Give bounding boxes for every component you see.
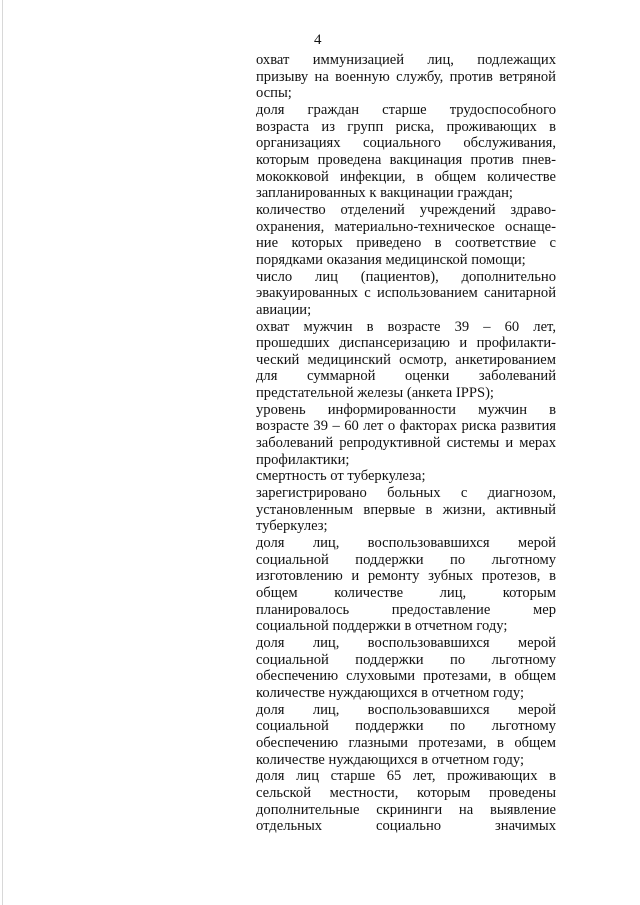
text-line: социальной поддержки по льготному xyxy=(256,718,556,735)
text-line: организациях социального обслуживания, xyxy=(256,135,556,152)
text-line: доля лиц старше 65 лет, проживающих в xyxy=(256,768,556,785)
text-line: уровень информированности мужчин в xyxy=(256,401,556,418)
paragraph xyxy=(256,269,556,319)
text-line: дополнительные скрининги на выявление xyxy=(256,801,556,818)
text-line: изготовлению и ремонту зубных протезов, в xyxy=(256,568,556,585)
paragraph xyxy=(256,319,556,402)
text-line: количестве нуждающихся в отчетном году; xyxy=(256,684,525,701)
text-line: обеспечению глазными протезами, в общем xyxy=(256,734,556,751)
text-line: возрасте 39 – 60 лет о факторах риска развития xyxy=(256,418,556,435)
text-line: количестве нуждающихся в отчетном году; xyxy=(256,751,525,768)
text-line: возраста из групп риска, проживающих в xyxy=(256,118,556,135)
paragraph xyxy=(256,52,556,102)
text-line: для суммарной оценки заболеваний xyxy=(256,368,556,385)
paragraph xyxy=(256,402,556,469)
paragraph xyxy=(256,468,556,485)
text-line: профилактики; xyxy=(256,451,350,468)
text-line: которым проведена вакцинация против пнев- xyxy=(256,151,556,168)
text-line: социальной поддержки в отчетном году; xyxy=(256,618,508,635)
text-line: отдельных социально значимых xyxy=(256,818,556,835)
document-body xyxy=(256,52,556,835)
paragraph xyxy=(256,202,556,269)
text-line: сельской местности, которым проведены xyxy=(256,784,556,801)
text-line: заболеваний репродуктивной системы и мерах xyxy=(256,435,556,452)
text-line: призыву на военную службу, против ветряной xyxy=(256,68,556,85)
text-line: планировалось предоставление мер xyxy=(256,601,556,618)
text-line: общем количестве лиц, которым xyxy=(256,585,556,601)
text-line: доля граждан старше трудоспособного xyxy=(256,101,556,118)
text-line: обеспечению слуховыми протезами, в общем xyxy=(256,668,556,685)
text-line: предстательной железы (анкета IPPS); xyxy=(256,385,494,402)
text-line: эвакуированных с использованием санитарной xyxy=(256,285,556,302)
text-line: доля лиц, воспользовавшихся мерой xyxy=(256,634,556,651)
paragraph xyxy=(256,768,556,835)
text-line: туберкулез; xyxy=(256,518,328,535)
text-line: охват мужчин в возрасте 39 – 60 лет, xyxy=(256,318,556,335)
text-line: доля лиц, воспользовавшихся мерой xyxy=(256,701,556,718)
text-line: социальной поддержки по льготному xyxy=(256,551,556,568)
paragraph xyxy=(256,485,556,535)
text-line: доля лиц, воспользовавшихся мерой xyxy=(256,535,556,552)
text-line: смертность от туберкулеза; xyxy=(256,468,426,485)
text-line: порядками оказания медицинской помощи; xyxy=(256,251,526,268)
text-line: зарегистрировано больных с диагнозом, xyxy=(256,485,556,502)
text-line: охранения, материально-техническое оснаще- xyxy=(256,218,556,235)
text-line: авиации; xyxy=(256,301,312,318)
text-line: мококковой инфекции, в общем количестве xyxy=(256,168,556,185)
paragraph xyxy=(256,635,556,702)
paragraph xyxy=(256,535,556,635)
text-line: оспы; xyxy=(256,85,292,102)
page-number: 4 xyxy=(314,32,322,48)
text-line: прошедших диспансеризацию и профилакти- xyxy=(256,335,556,352)
text-line: установленным впервые в жизни, активный xyxy=(256,501,556,518)
text-line: ческий медицинский осмотр, анкетированием xyxy=(256,351,556,368)
paragraph xyxy=(256,702,556,769)
text-line: социальной поддержки по льготному xyxy=(256,651,556,668)
text-line: охват иммунизацией лиц, подлежащих xyxy=(256,52,556,68)
page-edge xyxy=(2,0,3,905)
paragraph xyxy=(256,102,556,202)
text-line: число лиц (пациентов), дополнительно xyxy=(256,268,556,285)
text-line: запланированных к вакцинации граждан; xyxy=(256,185,513,202)
text-line: ние которых приведено в соответствие с xyxy=(256,235,556,252)
text-line: количество отделений учреждений здраво- xyxy=(256,201,556,218)
